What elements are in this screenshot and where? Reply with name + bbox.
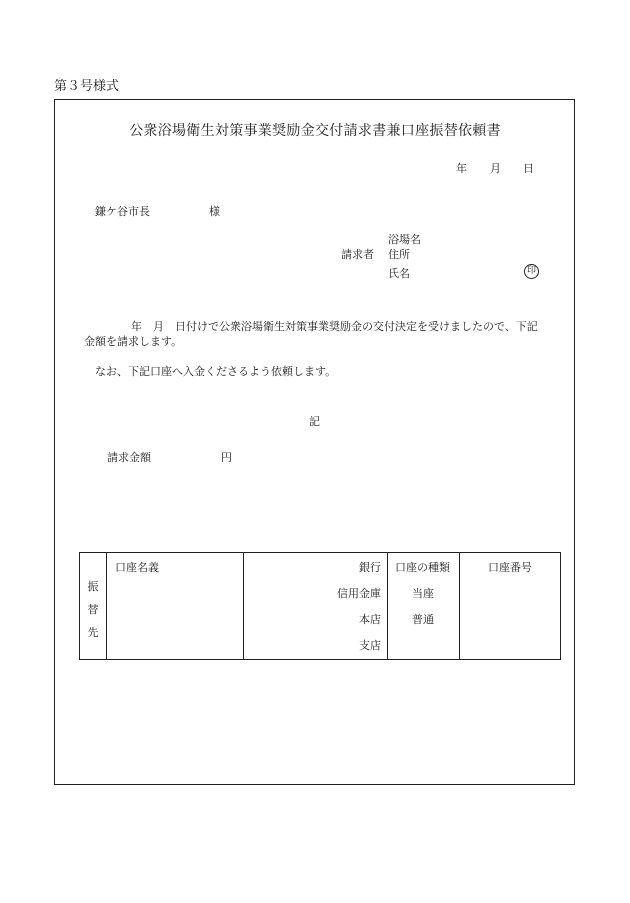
bank-type-credit-union: 信用金庫 xyxy=(337,587,381,600)
body-text-line1: 年 月 日付けで公衆浴場衛生対策事業奨励金の交付決定を受けましたので、下記 xyxy=(131,320,538,333)
transfer-side-char-2: 替 xyxy=(87,603,99,616)
claimant-label: 請求者 xyxy=(341,248,374,261)
account-holder-cell[interactable] xyxy=(107,553,244,660)
bath-name-label: 浴場名 xyxy=(388,233,421,246)
account-number-label: 口座番号 xyxy=(488,561,532,574)
branch-type-head-office: 本店 xyxy=(359,613,381,626)
amount-unit: 円 xyxy=(221,451,232,464)
transfer-table xyxy=(79,552,561,660)
form-title: 公衆浴場衛生対策事業奨励金交付請求書兼口座振替依頼書 xyxy=(129,123,501,139)
transfer-side-char-1: 振 xyxy=(87,580,99,593)
bank-type-bank: 銀行 xyxy=(359,561,381,574)
account-holder-label: 口座名義 xyxy=(115,561,159,574)
addressee-name: 鎌ケ谷市長 xyxy=(95,205,150,218)
transfer-side-label-cell xyxy=(80,553,107,660)
name-label: 氏名 xyxy=(388,267,410,280)
body-text-line2: 金額を請求します。 xyxy=(84,335,183,348)
account-number-cell[interactable] xyxy=(460,553,561,660)
branch-type-branch: 支店 xyxy=(359,639,381,652)
date-month-label: 月 xyxy=(490,162,501,175)
form-frame xyxy=(54,99,575,785)
body-text-line3: なお、下記口座へ入金くださるよう依頼します。 xyxy=(95,365,337,378)
amount-label: 請求金額 xyxy=(107,451,151,464)
date-year-label: 年 xyxy=(456,162,467,175)
seal-mark: 印 xyxy=(524,264,539,279)
transfer-side-char-3: 先 xyxy=(87,626,99,639)
addressee-honorific: 様 xyxy=(209,205,220,218)
account-type-ordinary[interactable]: 普通 xyxy=(412,613,434,626)
form-number: 第３号様式 xyxy=(54,79,120,94)
bank-cell[interactable] xyxy=(244,553,388,660)
date-day-label: 日 xyxy=(523,162,534,175)
ki-label: 記 xyxy=(309,415,320,428)
address-label: 住所 xyxy=(388,248,410,261)
account-type-current[interactable]: 当座 xyxy=(412,587,434,600)
account-type-label: 口座の種類 xyxy=(395,561,450,574)
account-type-cell[interactable] xyxy=(388,553,460,660)
